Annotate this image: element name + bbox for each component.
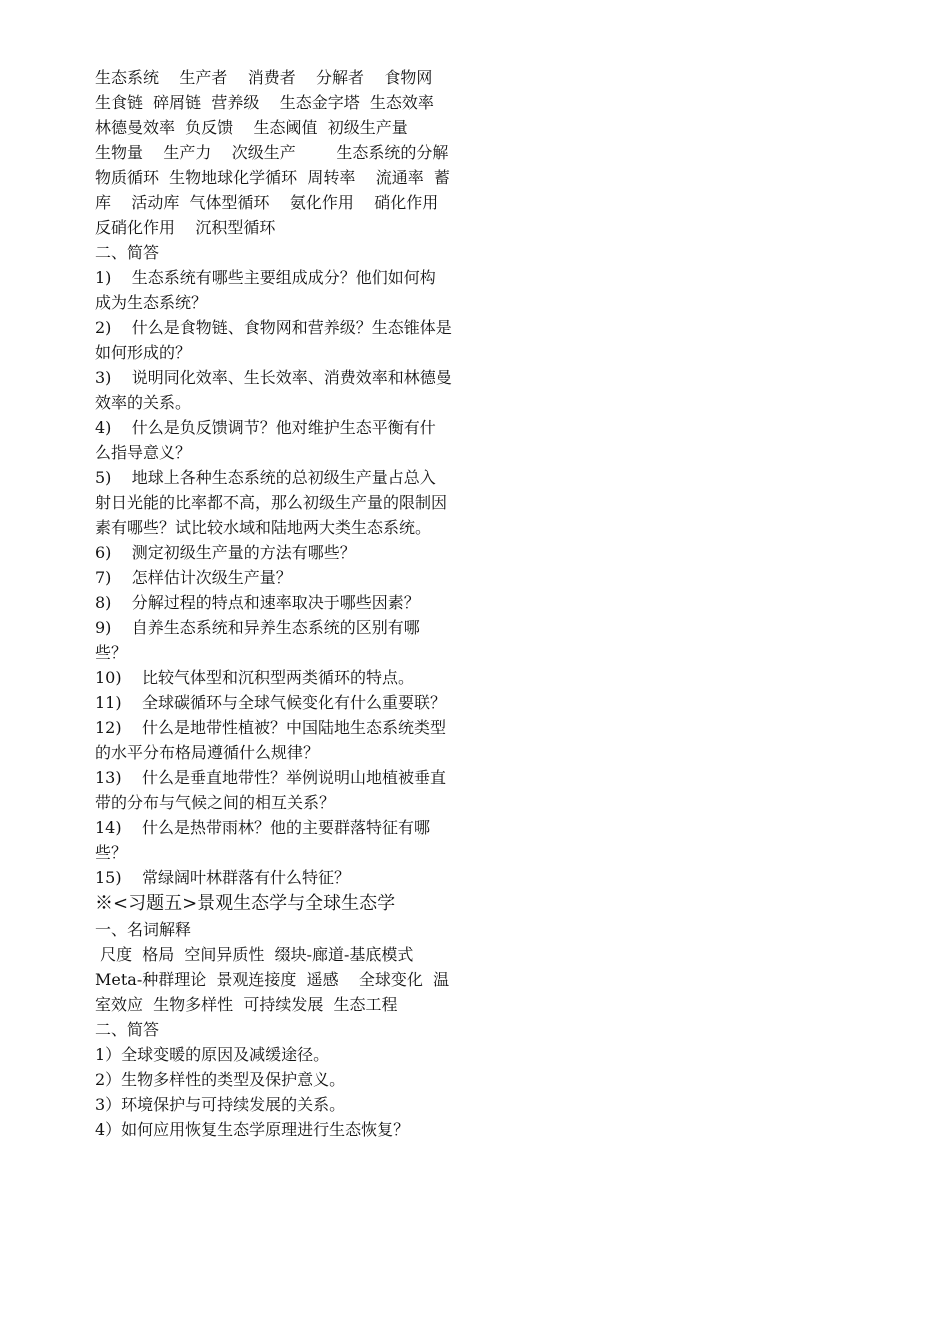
question-line: 13) 什么是垂直地带性？举例说明山地植被垂直 [95, 768, 446, 787]
terms-line: Meta-种群理论 景观连接度 遥感 全球变化 温 [95, 970, 450, 989]
question-line: 1）全球变暖的原因及减缓途径。 [95, 1045, 330, 1064]
terms-block [95, 942, 465, 1017]
terms-line: 尺度 格局 空间异质性 缀块-廊道-基底模式 [95, 945, 414, 964]
question-line: 么指导意义？ [95, 443, 192, 462]
section-heading-terms: 一、名词解释 [95, 920, 192, 939]
question-line: 6) 测定初级生产量的方法有哪些？ [95, 543, 356, 562]
document-page [95, 65, 465, 1142]
question-line: 2）生物多样性的类型及保护意义。 [95, 1070, 346, 1089]
question-line: 8) 分解过程的特点和速率取决于哪些因素？ [95, 593, 420, 612]
question-line: 15) 常绿阔叶林群落有什么特征？ [95, 868, 350, 887]
exercise-title: ※<习题五>景观生态学与全球生态学 [95, 893, 396, 914]
question-line: 14) 什么是热带雨林？他的主要群落特征有哪 [95, 818, 430, 837]
question-line: 成为生态系统？ [95, 293, 208, 312]
question-line: 2) 什么是食物链、食物网和营养级？生态锥体是 [95, 318, 452, 337]
section-heading-qa: 二、简答 [95, 243, 160, 262]
terms-line: 物质循环 生物地球化学循环 周转率 流通率 蓄 [95, 168, 450, 187]
question-line: 如何形成的？ [95, 343, 192, 362]
question-line: 4) 什么是负反馈调节？他对维护生态平衡有什 [95, 418, 436, 437]
question-line: 11) 全球碳循环与全球气候变化有什么重要联？ [95, 693, 446, 712]
question-line: 10) 比较气体型和沉积型两类循环的特点。 [95, 668, 414, 687]
question-line: 素有哪些？试比较水域和陆地两大类生态系统。 [95, 518, 432, 537]
terms-line: 生食链 碎屑链 营养级 生态金字塔 生态效率 [95, 93, 434, 112]
question-line: 的水平分布格局遵循什么规律？ [95, 743, 320, 762]
question-line: 7) 怎样估计次级生产量？ [95, 568, 292, 587]
question-line: 带的分布与气候之间的相互关系？ [95, 793, 336, 812]
questions-block [95, 265, 465, 890]
question-line: 效率的关系。 [95, 393, 192, 412]
question-line: 12) 什么是地带性植被？中国陆地生态系统类型 [95, 718, 446, 737]
question-line: 3) 说明同化效率、生长效率、消费效率和林德曼 [95, 368, 452, 387]
terms-line: 反硝化作用 沉积型循环 [95, 218, 276, 237]
section-heading-qa: 二、简答 [95, 1020, 160, 1039]
question-line: 3）环境保护与可持续发展的关系。 [95, 1095, 346, 1114]
question-line: 9) 自养生态系统和异养生态系统的区别有哪 [95, 618, 420, 637]
terms-block [95, 65, 465, 240]
terms-line: 室效应 生物多样性 可持续发展 生态工程 [95, 995, 398, 1014]
question-line: 1) 生态系统有哪些主要组成成分？他们如何构 [95, 268, 436, 287]
terms-line: 生态系统 生产者 消费者 分解者 食物网 [95, 68, 433, 87]
terms-line: 林德曼效率 负反馈 生态阈值 初级生产量 [95, 118, 408, 137]
terms-line: 库 活动库 气体型循环 氨化作用 硝化作用 [95, 193, 439, 212]
terms-line: 生物量 生产力 次级生产 生态系统的分解 [95, 143, 449, 162]
question-line: 5) 地球上各种生态系统的总初级生产量占总入 [95, 468, 436, 487]
question-line: 射日光能的比率都不高，那么初级生产量的限制因 [95, 493, 448, 512]
questions-block [95, 1042, 465, 1142]
question-line: 些？ [95, 843, 128, 862]
question-line: 些？ [95, 643, 128, 662]
question-line: 4）如何应用恢复生态学原理进行生态恢复？ [95, 1120, 410, 1139]
